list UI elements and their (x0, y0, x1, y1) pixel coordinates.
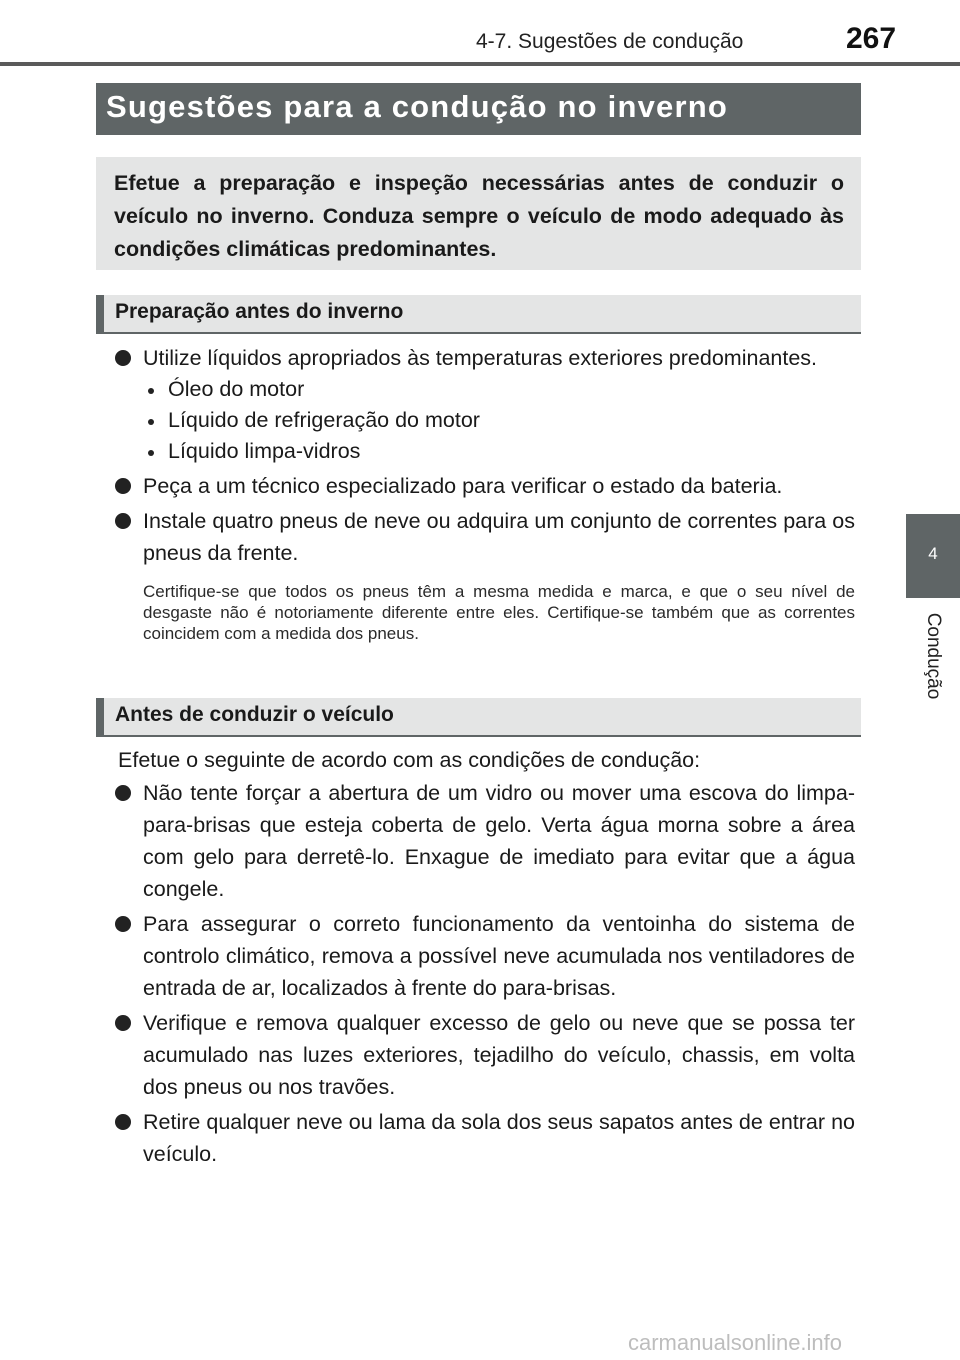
list-item-text: Retire qualquer neve ou lama da sola dos seus sapatos antes de entrar no veículo. (143, 1110, 855, 1166)
bullet-icon (115, 478, 131, 494)
list-item (112, 777, 855, 905)
intro-box (96, 157, 861, 270)
sub-list-item-text: Óleo do motor (168, 377, 305, 401)
header-divider (0, 62, 960, 66)
list-item (112, 1007, 855, 1103)
list-item (112, 505, 855, 569)
dot-icon (148, 388, 154, 394)
page-title: Sugestões para a condução no inverno (106, 89, 728, 124)
section-heading-preparation (96, 295, 861, 334)
list-item (112, 1106, 855, 1170)
section-content-preparation (112, 342, 855, 644)
section-heading-text: Antes de conduzir o veículo (115, 703, 394, 726)
chapter-number: 4 (928, 544, 938, 563)
sub-list (112, 374, 855, 467)
sub-list-item-text: Líquido de refrigeração do motor (168, 408, 480, 432)
bullet-icon (115, 916, 131, 932)
bullet-icon (115, 350, 131, 366)
page-header (0, 0, 960, 66)
section-heading-before-driving (96, 698, 861, 737)
page-number: 267 (846, 22, 897, 55)
list-item-text: Para assegurar o correto funcionamento da ventoinha do sistema de controlo climático, remova a possível neve acumulada nos ventiladores de entrada de ar, localizados à frente do para-brisas. (143, 912, 855, 1000)
lead-text: Efetue o seguinte de acordo com as condições de condução: (118, 748, 701, 772)
sub-list-item (143, 405, 855, 436)
dot-icon (148, 450, 154, 456)
dot-icon (148, 419, 154, 425)
sub-list-item (143, 436, 855, 467)
chapter-label: Condução (923, 612, 944, 700)
list-item-text: Verifique e remova qualquer excesso de gelo ou neve que se possa ter acumulado nas luzes exteriores, tejadilho do veículo, chassis, em volta dos pneus ou nos travões. (143, 1011, 855, 1099)
section-reference: 4-7. Sugestões de condução (476, 30, 744, 53)
watermark: carmanualsonline.info (628, 1330, 843, 1355)
list-item (112, 470, 855, 502)
list-item-text: Instale quatro pneus de neve ou adquira um conjunto de correntes para os pneus da frente. (143, 509, 855, 565)
list-item-text: Peça a um técnico especializado para verificar o estado da bateria. (143, 474, 783, 498)
chapter-tab (906, 514, 960, 598)
intro-text: Efetue a preparação e inspeção necessárias antes de conduzir o veículo no inverno. Conduza sempre o veículo de modo adequado às condições climáticas predominantes. (114, 171, 844, 261)
section-heading-text: Preparação antes do inverno (115, 300, 404, 323)
note-text: Certifique-se que todos os pneus têm a mesma medida e marca, e que o seu nível de desgaste não é notoriamente diferente entre eles. Certifique-se também que as correntes coincidem com a medida dos pneus. (143, 582, 855, 643)
bullet-icon (115, 1114, 131, 1130)
bullet-icon (115, 785, 131, 801)
list-item (112, 342, 855, 374)
section-content-before-driving (112, 744, 855, 1170)
title-banner (96, 83, 861, 135)
list-item-text: Não tente forçar a abertura de um vidro ou mover uma escova do limpa-para-brisas que esteja coberta de gelo. Verta água morna sobre a área com gelo para derretê-lo. Enxague de imediato para evitar que a água congele. (143, 781, 855, 901)
bullet-icon (115, 513, 131, 529)
sub-list-item-text: Líquido limpa-vidros (168, 439, 361, 463)
bullet-icon (115, 1015, 131, 1031)
list-item-text: Utilize líquidos apropriados às temperaturas exteriores predominantes. (143, 346, 818, 370)
sub-list-item (143, 374, 855, 405)
list-item (112, 908, 855, 1004)
